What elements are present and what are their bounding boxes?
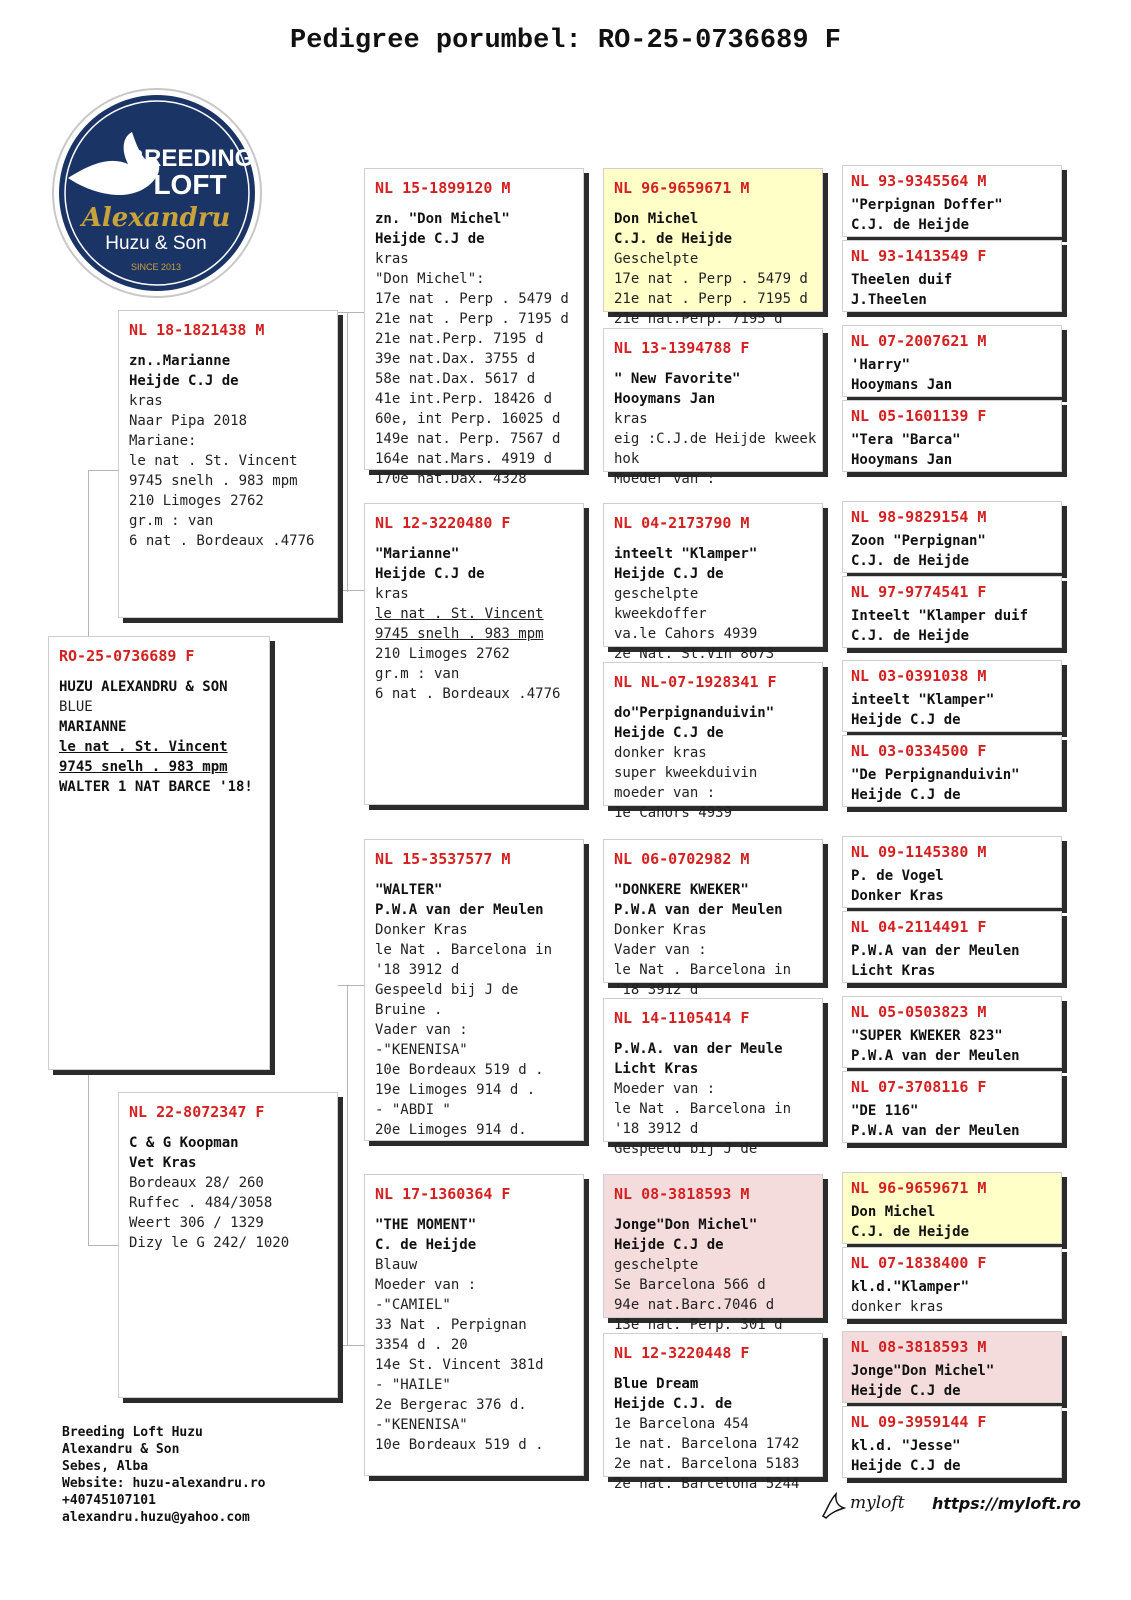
grandsire-paternal-card bbox=[364, 168, 584, 487]
info-line: P.W.A van der Meulen bbox=[851, 943, 1020, 959]
pigeon-info bbox=[851, 866, 1053, 906]
info-line: 170e nat.Dax. 4328 bbox=[375, 471, 527, 487]
pigeon-info bbox=[851, 1361, 1053, 1401]
grandsire-maternal-card bbox=[364, 839, 584, 1141]
contact-line: Sebes, Alba bbox=[62, 1459, 149, 1474]
info-line: "THE MOMENT" bbox=[375, 1217, 477, 1233]
info-line: Heijde C.J de bbox=[851, 787, 961, 803]
info-line: Blue Dream bbox=[614, 1376, 699, 1392]
ring-number: NL 17-1360364 F bbox=[375, 1185, 511, 1203]
ring-number: NL 14-1105414 F bbox=[614, 1009, 750, 1027]
info-line: Gespeeld bij J de bbox=[614, 1141, 758, 1157]
info-line: 164e nat.Mars. 4919 d bbox=[375, 451, 553, 467]
pigeon-info bbox=[375, 880, 573, 1140]
info-line: Weert 306 / 1329 bbox=[129, 1215, 264, 1231]
pigeon-info bbox=[851, 430, 1053, 470]
info-line: 17e nat . Perp . 5479 d bbox=[614, 271, 808, 287]
info-line: Bruine . bbox=[375, 1002, 443, 1018]
info-line: 19e Limoges 914 d . bbox=[375, 1082, 536, 1098]
info-line: 14e St. Vincent 381d bbox=[375, 1357, 544, 1373]
contact-line: Breeding Loft Huzu bbox=[62, 1425, 203, 1440]
info-line: le Nat . Barcelona in bbox=[614, 962, 792, 978]
granddam-maternal-card bbox=[364, 1174, 584, 1476]
info-line: " New Favorite" bbox=[614, 371, 741, 387]
info-line: inteelt "Klamper" bbox=[851, 692, 995, 708]
info-line: "Marianne" bbox=[375, 546, 460, 562]
ancestor-gen4-card bbox=[842, 735, 1062, 807]
info-line: kras bbox=[614, 411, 648, 427]
info-line: zn. "Don Michel" bbox=[375, 211, 510, 227]
info-line: 20e Limoges 914 d. bbox=[375, 1122, 527, 1138]
info-line: 9745 snelh . 983 mpm bbox=[59, 759, 228, 775]
pigeon-info bbox=[614, 209, 812, 329]
info-line: 21e nat . Perp . 7195 d bbox=[614, 291, 808, 307]
info-line: P. de Vogel bbox=[851, 868, 944, 884]
info-line: C. de Heijde bbox=[375, 1237, 477, 1253]
ancestor-gen3-card bbox=[603, 998, 823, 1157]
pigeon-info bbox=[614, 703, 812, 823]
info-line: gr.m : van bbox=[129, 513, 214, 529]
ring-number: NL 03-0334500 F bbox=[851, 742, 987, 760]
info-line: Heijde C.J de bbox=[851, 1458, 961, 1474]
info-line: Bordeaux 28/ 260 bbox=[129, 1175, 264, 1191]
pigeon-info bbox=[851, 765, 1053, 805]
svg-text:BREEDING: BREEDING bbox=[126, 145, 254, 172]
info-line: Don Michel bbox=[851, 1204, 936, 1220]
info-line: Heijde C.J de bbox=[375, 231, 485, 247]
info-line: '18 3912 d bbox=[614, 982, 699, 998]
info-line: 60e, int Perp. 16025 d bbox=[375, 411, 561, 427]
ancestor-gen4-card bbox=[842, 325, 1062, 397]
info-line: C.J. de Heijde bbox=[851, 1224, 970, 1240]
info-line: Licht Kras bbox=[614, 1061, 699, 1077]
pigeon-info bbox=[375, 544, 573, 704]
pigeon-info bbox=[851, 1026, 1053, 1066]
ancestor-gen4-card bbox=[842, 501, 1062, 573]
info-line: donker kras bbox=[851, 1299, 944, 1315]
info-line: "Tera "Barca" bbox=[851, 432, 961, 448]
ring-number: NL 18-1821438 M bbox=[129, 321, 265, 339]
info-line: Heijde C.J de bbox=[614, 566, 724, 582]
info-line: 210 Limoges 2762 bbox=[129, 493, 264, 509]
pigeon-info bbox=[851, 606, 1053, 646]
info-line: "WALTER" bbox=[375, 882, 443, 898]
info-line: moeder van : bbox=[614, 785, 716, 801]
info-line: le Nat . Barcelona in bbox=[614, 1101, 792, 1117]
info-line: 6 nat . Bordeaux .4776 bbox=[129, 533, 315, 549]
myloft-url[interactable]: https://myloft.ro bbox=[932, 1494, 1081, 1513]
info-line: Heijde C.J de bbox=[614, 725, 724, 741]
info-line: 1e Cahors 4939 bbox=[614, 805, 733, 821]
pigeon-info bbox=[851, 941, 1053, 981]
info-line: '18 3912 d bbox=[375, 962, 460, 978]
pigeon-info bbox=[851, 195, 1053, 235]
info-line: 33 Nat . Perpignan bbox=[375, 1317, 527, 1333]
ancestor-gen3-card bbox=[603, 328, 823, 487]
info-line: geschelpte bbox=[614, 586, 699, 602]
info-line: P.W.A. van der Meule bbox=[614, 1041, 783, 1057]
ring-number: NL 09-3959144 F bbox=[851, 1413, 987, 1431]
info-line: MARIANNE bbox=[59, 719, 127, 735]
ancestor-gen4-card bbox=[842, 1247, 1062, 1319]
info-line: kweekdoffer bbox=[614, 606, 707, 622]
pigeon-info bbox=[851, 1101, 1053, 1141]
info-line: zn..Marianne bbox=[129, 353, 231, 369]
info-line: BLUE bbox=[59, 699, 93, 715]
ancestor-gen4-card bbox=[842, 836, 1062, 908]
info-line: 13e nat. Perp. 301 d bbox=[614, 1317, 783, 1333]
info-line: 2e nat. Barcelona 5244 bbox=[614, 1476, 800, 1492]
pigeon-info bbox=[614, 1374, 812, 1494]
info-line: Heijde C.J. de bbox=[614, 1396, 733, 1412]
svg-text:SINCE 2013: SINCE 2013 bbox=[130, 262, 182, 272]
pigeon-info bbox=[851, 690, 1053, 730]
breeding-loft-logo bbox=[50, 86, 265, 301]
info-line: HUZU ALEXANDRU & SON bbox=[59, 679, 228, 695]
info-line: - "HAILE" bbox=[375, 1377, 451, 1393]
myloft-branding bbox=[820, 1490, 1081, 1522]
ancestor-gen4-card bbox=[842, 1331, 1062, 1403]
info-line: Theelen duif bbox=[851, 272, 953, 288]
ring-number: NL 98-9829154 M bbox=[851, 508, 987, 526]
info-line: 94e nat.Barc.7046 d bbox=[614, 1297, 775, 1313]
info-line: Donker Kras bbox=[614, 922, 707, 938]
granddam-paternal-card bbox=[364, 503, 584, 805]
info-line: le nat . St. Vincent bbox=[129, 453, 298, 469]
info-line: 'Harry" bbox=[851, 357, 911, 373]
info-line: Hooymans Jan bbox=[851, 377, 953, 393]
contact-line: alexandru.huzu@yahoo.com bbox=[62, 1510, 250, 1525]
info-line: Naar Pipa 2018 bbox=[129, 413, 248, 429]
ring-number: NL 05-1601139 F bbox=[851, 407, 987, 425]
ring-number: NL 07-2007621 M bbox=[851, 332, 987, 350]
ancestor-gen4-card bbox=[842, 996, 1062, 1068]
info-line: gr.m : van bbox=[375, 666, 460, 682]
info-line: Vader van : bbox=[614, 942, 707, 958]
info-line: 10e Bordeaux 519 d . bbox=[375, 1437, 544, 1453]
ancestor-gen3-card bbox=[603, 662, 823, 821]
ancestor-gen4-card bbox=[842, 660, 1062, 732]
pigeon-info bbox=[614, 369, 817, 489]
info-line: Inteelt "Klamper duif bbox=[851, 608, 1029, 624]
info-line: va.le Cahors 4939 bbox=[614, 626, 758, 642]
pigeon-info bbox=[851, 270, 1053, 310]
info-line: 58e nat.Dax. 5617 d bbox=[375, 371, 536, 387]
info-line: super kweekduivin bbox=[614, 765, 758, 781]
info-line: Donker Kras bbox=[851, 888, 944, 904]
info-line: inteelt "Klamper" bbox=[614, 546, 758, 562]
page-title: Pedigree porumbel: RO-25-0736689 F bbox=[290, 26, 841, 56]
info-line: "DONKERE KWEKER" bbox=[614, 882, 749, 898]
info-line: -"KENENISA" bbox=[375, 1417, 468, 1433]
ring-number: NL 08-3818593 M bbox=[614, 1185, 750, 1203]
ring-number: NL 07-1838400 F bbox=[851, 1254, 987, 1272]
ring-number: NL 93-9345564 M bbox=[851, 172, 987, 190]
info-line: C.J. de Heijde bbox=[614, 231, 733, 247]
info-line: Blauw bbox=[375, 1257, 418, 1273]
info-line: kl.d."Klamper" bbox=[851, 1279, 970, 1295]
ring-number: NL 03-0391038 M bbox=[851, 667, 987, 685]
info-line: 9745 snelh . 983 mpm bbox=[129, 473, 298, 489]
info-line: C.J. de Heijde bbox=[851, 628, 970, 644]
info-line: Donker Kras bbox=[375, 922, 468, 938]
info-line: Hooymans Jan bbox=[614, 391, 716, 407]
ring-number: NL 09-1145380 M bbox=[851, 843, 987, 861]
ring-number: NL 06-0702982 M bbox=[614, 850, 750, 868]
info-line: 21e nat . Perp . 7195 d bbox=[375, 311, 569, 327]
ring-number: NL 96-9659671 M bbox=[614, 179, 750, 197]
pigeon-info bbox=[614, 1215, 812, 1335]
info-line: Dizy le G 242/ 1020 bbox=[129, 1235, 290, 1251]
ancestor-gen3-card bbox=[603, 839, 823, 998]
info-line: 9745 snelh . 983 mpm bbox=[375, 626, 544, 642]
info-line: 39e nat.Dax. 3755 d bbox=[375, 351, 536, 367]
info-line: Heijde C.J de bbox=[375, 566, 485, 582]
ancestor-gen4-card bbox=[842, 1406, 1062, 1478]
pigeon-info bbox=[851, 1202, 1053, 1242]
info-line: kras bbox=[375, 251, 409, 267]
dam-card bbox=[118, 1092, 338, 1398]
info-line: C & G Koopman bbox=[129, 1135, 239, 1151]
info-line: Geschelpte bbox=[614, 251, 699, 267]
ancestor-gen4-card bbox=[842, 400, 1062, 472]
contact-line: +40745107101 bbox=[62, 1493, 156, 1508]
ancestor-gen3-card bbox=[603, 168, 823, 327]
info-line: Hooymans Jan bbox=[851, 452, 953, 468]
info-line: - "ABDI " bbox=[375, 1102, 451, 1118]
info-line: Moeder van : bbox=[375, 1277, 477, 1293]
info-line: '18 3912 d bbox=[614, 1121, 699, 1137]
info-line: Heijde C.J de bbox=[614, 1237, 724, 1253]
contact-line: Website: huzu-alexandru.ro bbox=[62, 1476, 266, 1491]
ancestor-gen3-card bbox=[603, 1174, 823, 1333]
myloft-brand: myloft bbox=[850, 1493, 905, 1513]
info-line: "De Perpignanduivin" bbox=[851, 767, 1020, 783]
pigeon-info bbox=[851, 1436, 1053, 1476]
ring-number: NL 97-9774541 F bbox=[851, 583, 987, 601]
info-line: Licht Kras bbox=[851, 963, 936, 979]
ring-number: NL 07-3708116 F bbox=[851, 1078, 987, 1096]
info-line: Jonge"Don Michel" bbox=[614, 1217, 758, 1233]
ancestor-gen4-card bbox=[842, 1071, 1062, 1143]
info-line: WALTER 1 NAT BARCE '18! bbox=[59, 779, 253, 795]
ring-number: NL 12-3220448 F bbox=[614, 1344, 750, 1362]
pigeon-info bbox=[851, 355, 1053, 395]
pigeon-info bbox=[851, 531, 1053, 571]
info-line: Moeder van : bbox=[614, 471, 716, 487]
info-line: Mariane: bbox=[129, 433, 197, 449]
info-line: 210 Limoges 2762 bbox=[375, 646, 510, 662]
info-line: Heijde C.J de bbox=[851, 1383, 961, 1399]
info-line: eig :C.J.de Heijde kweek bbox=[614, 431, 817, 447]
info-line: 6 nat . Bordeaux .4776 bbox=[375, 686, 561, 702]
info-line: -"CAMIEL" bbox=[375, 1297, 451, 1313]
contact-info bbox=[62, 1424, 266, 1526]
ring-number: NL 05-0503823 M bbox=[851, 1003, 987, 1021]
ring-number: NL 12-3220480 F bbox=[375, 514, 511, 532]
info-line: P.W.A van der Meulen bbox=[375, 902, 544, 918]
ancestor-gen4-card bbox=[842, 240, 1062, 312]
ring-number: NL 15-1899120 M bbox=[375, 179, 511, 197]
info-line: 1e Barcelona 454 bbox=[614, 1416, 749, 1432]
svg-text:Huzu & Son: Huzu & Son bbox=[105, 233, 207, 254]
pigeon-info bbox=[614, 544, 812, 664]
info-line: le nat . St. Vincent bbox=[59, 739, 228, 755]
info-line: kras bbox=[375, 586, 409, 602]
info-line: kl.d. "Jesse" bbox=[851, 1438, 961, 1454]
ancestor-gen4-card bbox=[842, 576, 1062, 648]
info-line: le nat . St. Vincent bbox=[375, 606, 544, 622]
info-line: Vader van : bbox=[375, 1022, 468, 1038]
ancestor-gen4-card bbox=[842, 1172, 1062, 1244]
info-line: Ruffec . 484/3058 bbox=[129, 1195, 273, 1211]
info-line: C.J. de Heijde bbox=[851, 553, 970, 569]
info-line: 2e Bergerac 376 d. bbox=[375, 1397, 527, 1413]
info-line: geschelpte bbox=[614, 1257, 699, 1273]
ring-number: NL 15-3537577 M bbox=[375, 850, 511, 868]
info-line: Se Barcelona 566 d bbox=[614, 1277, 766, 1293]
info-line: Heijde C.J de bbox=[851, 712, 961, 728]
pigeon-info bbox=[614, 1039, 812, 1159]
info-line: Heijde C.J de bbox=[129, 373, 239, 389]
ring-number: NL 13-1394788 F bbox=[614, 339, 750, 357]
info-line: 21e nat.Perp. 7195 d bbox=[375, 331, 544, 347]
info-line: 21e nat.Perp. 7195 d bbox=[614, 311, 783, 327]
info-line: "Don Michel": bbox=[375, 271, 485, 287]
info-line: "DE 116" bbox=[851, 1103, 919, 1119]
ring-number: NL 08-3818593 M bbox=[851, 1338, 987, 1356]
ring-number: RO-25-0736689 F bbox=[59, 647, 195, 665]
pigeon-info bbox=[375, 1215, 573, 1455]
info-line: P.W.A van der Meulen bbox=[851, 1048, 1020, 1064]
ancestor-gen4-card bbox=[842, 911, 1062, 983]
info-line: "Perpignan Doffer" bbox=[851, 197, 1003, 213]
info-line: Don Michel bbox=[614, 211, 699, 227]
info-line: "SUPER KWEKER 823" bbox=[851, 1028, 1003, 1044]
info-line: P.W.A van der Meulen bbox=[851, 1123, 1020, 1139]
ring-number: NL 22-8072347 F bbox=[129, 1103, 265, 1121]
info-line: 149e nat. Perp. 7567 d bbox=[375, 431, 561, 447]
info-line: do"Perpignanduivin" bbox=[614, 705, 775, 721]
info-line: 2e nat. Barcelona 5183 bbox=[614, 1456, 800, 1472]
info-line: 3354 d . 20 bbox=[375, 1337, 468, 1353]
info-line: donker kras bbox=[614, 745, 707, 761]
info-line: 10e Bordeaux 519 d . bbox=[375, 1062, 544, 1078]
info-line: P.W.A van der Meulen bbox=[614, 902, 783, 918]
info-line: 2e Nat. St.Vin 8673 bbox=[614, 646, 775, 662]
info-line: Vet Kras bbox=[129, 1155, 197, 1171]
info-line: C.J. de Heijde bbox=[851, 217, 970, 233]
contact-line: Alexandru & Son bbox=[62, 1442, 180, 1457]
ancestor-gen3-card bbox=[603, 1333, 823, 1492]
bird-icon bbox=[820, 1490, 848, 1520]
ancestor-gen4-card bbox=[842, 165, 1062, 237]
dam-info bbox=[129, 1133, 327, 1253]
sire-card bbox=[118, 310, 338, 618]
subject-info bbox=[59, 677, 259, 797]
info-line: 17e nat . Perp . 5479 d bbox=[375, 291, 569, 307]
svg-text:LOFT: LOFT bbox=[153, 169, 227, 200]
info-line: kras bbox=[129, 393, 163, 409]
info-line: Zoon "Perpignan" bbox=[851, 533, 986, 549]
ring-number: NL 04-2114491 F bbox=[851, 918, 987, 936]
svg-text:Alexandru: Alexandru bbox=[81, 203, 231, 233]
pigeon-info bbox=[851, 1277, 1053, 1317]
ancestor-gen3-card bbox=[603, 503, 823, 662]
pigeon-info bbox=[375, 209, 573, 489]
info-line: J.Theelen bbox=[851, 292, 927, 308]
ring-number: NL NL-07-1928341 F bbox=[614, 673, 777, 691]
info-line: le Nat . Barcelona in bbox=[375, 942, 553, 958]
ring-number: NL 93-1413549 F bbox=[851, 247, 987, 265]
info-line: hok bbox=[614, 451, 640, 467]
info-line: Moeder van : bbox=[614, 1081, 716, 1097]
subject-pigeon-card bbox=[48, 636, 270, 1070]
info-line: Jonge"Don Michel" bbox=[851, 1363, 995, 1379]
pigeon-info bbox=[614, 880, 812, 1000]
info-line: Gespeeld bij J de bbox=[375, 982, 519, 998]
sire-info bbox=[129, 351, 327, 551]
info-line: -"KENENISA" bbox=[375, 1042, 468, 1058]
ring-number: NL 96-9659671 M bbox=[851, 1179, 987, 1197]
ring-number: NL 04-2173790 M bbox=[614, 514, 750, 532]
info-line: 41e int.Perp. 18426 d bbox=[375, 391, 553, 407]
info-line: 1e nat. Barcelona 1742 bbox=[614, 1436, 800, 1452]
